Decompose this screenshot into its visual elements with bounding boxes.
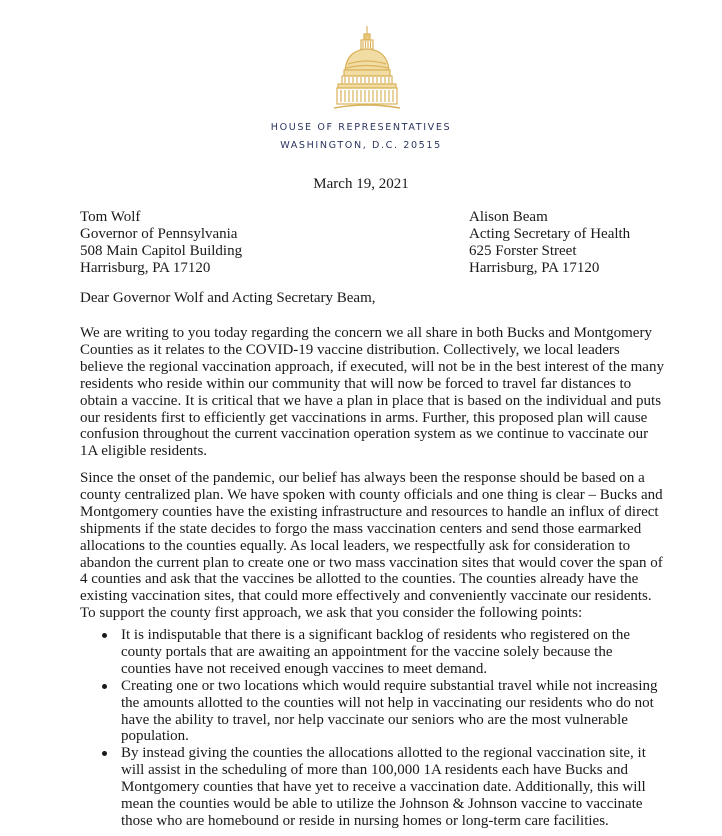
bullet-icon (102, 751, 107, 756)
recipient-address-secretary (469, 209, 630, 277)
letterhead (0, 0, 722, 160)
text-line: those who are homebound or reside in nursing homes or long-term care facilities. (121, 812, 609, 829)
text-line: We are writing to you today regarding the concern we all share in both Bucks and Montgomery (80, 325, 652, 341)
text-line: residents who reside within our community that will now be forced to travel far distances to (80, 375, 632, 392)
text-line: Montgomery counties that have yet to receive a vaccination date. Additionally, this will (121, 779, 646, 796)
text-line: counties have not received enough vaccines to meet demand. (121, 660, 488, 677)
recipient-city: Harrisburg, PA 17120 (80, 259, 211, 276)
text-line: 1A eligible residents. (80, 443, 208, 460)
points-list (80, 627, 680, 830)
list-item (80, 745, 680, 830)
text-line: confusion throughout the current vaccination operation system as we continue to vaccinate our (80, 426, 649, 443)
text-line: believe the regional vaccination approach, if executed, will not be in the best interest of the many (80, 358, 664, 375)
text-line: 4 counties and ask that the vaccines be allotted to the counties. The counties already have the (80, 571, 639, 588)
text-line: county centralized plan. We have spoken with county officials and one thing is clear – Bucks and (80, 486, 663, 503)
text-line: Counties as it relates to the COVID-19 vaccine distribution. Collectively, we local leaders (80, 341, 620, 358)
bullet-icon (102, 633, 107, 638)
text-line: will assist in the scheduling of more than 100,000 1A residents each have Bucks and (121, 762, 628, 779)
salutation: Dear Governor Wolf and Acting Secretary Beam, (80, 290, 376, 306)
letterhead-address: WASHINGTON, D.C. 20515 (280, 140, 442, 151)
letterhead-house-title: HOUSE OF REPRESENTATIVES (270, 122, 452, 133)
letter-date: March 19, 2021 (313, 176, 409, 192)
text-line: allocations to the counties equally. As local leaders, we respectfully ask for consideration to (80, 537, 631, 554)
text-line: obtain a vaccine. It is critical that we have a plan in place that is based on the individual and puts (80, 392, 662, 409)
text-line: To support the county first approach, we ask that you consider the following points: (80, 605, 583, 622)
text-line: mean the counties would be able to utilize the Johnson & Johnson vaccine to vaccinate (121, 796, 643, 813)
recipient-street: 625 Forster Street (469, 242, 577, 259)
text-line: By instead giving the counties the allocations allotted to the regional vaccination site, it (121, 745, 646, 762)
recipient-title: Governor of Pennsylvania (80, 225, 238, 242)
text-line: Montgomery counties have the existing infrastructure and resources to handle an influx of direct (80, 503, 659, 520)
text-line: abandon the current plan to create one or two mass vaccination sites that would cover the span of (80, 554, 663, 571)
capitol-dome-icon (332, 24, 402, 110)
text-line: It is indisputable that there is a significant backlog of residents who registered on the (121, 627, 631, 643)
recipient-name: Alison Beam (469, 209, 548, 225)
recipient-address-governor (80, 209, 242, 277)
text-line: the amounts allotted to the counties will not help in vaccinating our residents who do not (121, 694, 654, 711)
recipient-title: Acting Secretary of Health (469, 225, 631, 242)
list-item (80, 627, 680, 678)
text-line: population. (121, 728, 189, 745)
text-line: shipments if the state decides to forgo the mass vaccination centers and send those earmarked (80, 520, 642, 537)
text-line: have the ability to travel, nor help vaccinate our seniors who are the most vulnerable (121, 711, 628, 728)
text-line: existing vaccination sites, that could more effectively and conveniently vaccinate our residents. (80, 588, 652, 605)
recipient-city: Harrisburg, PA 17120 (469, 259, 600, 276)
body-paragraph-1 (80, 325, 670, 460)
body-paragraph-2 (80, 470, 670, 622)
text-line: Since the onset of the pandemic, our belief has always been the response should be based on a (80, 470, 645, 486)
text-line: Creating one or two locations which would require substantial travel while not increasing (121, 677, 658, 694)
recipient-name: Tom Wolf (80, 209, 141, 225)
list-item (80, 678, 680, 746)
text-line: county portals that are awaiting an appointment for the vaccine solely because the (121, 643, 613, 660)
bullet-icon (102, 684, 107, 689)
text-line: our residents first to efficiently get vaccinations in arms. Further, this proposed plan will cause (80, 409, 648, 426)
recipient-street: 508 Main Capitol Building (80, 242, 243, 259)
